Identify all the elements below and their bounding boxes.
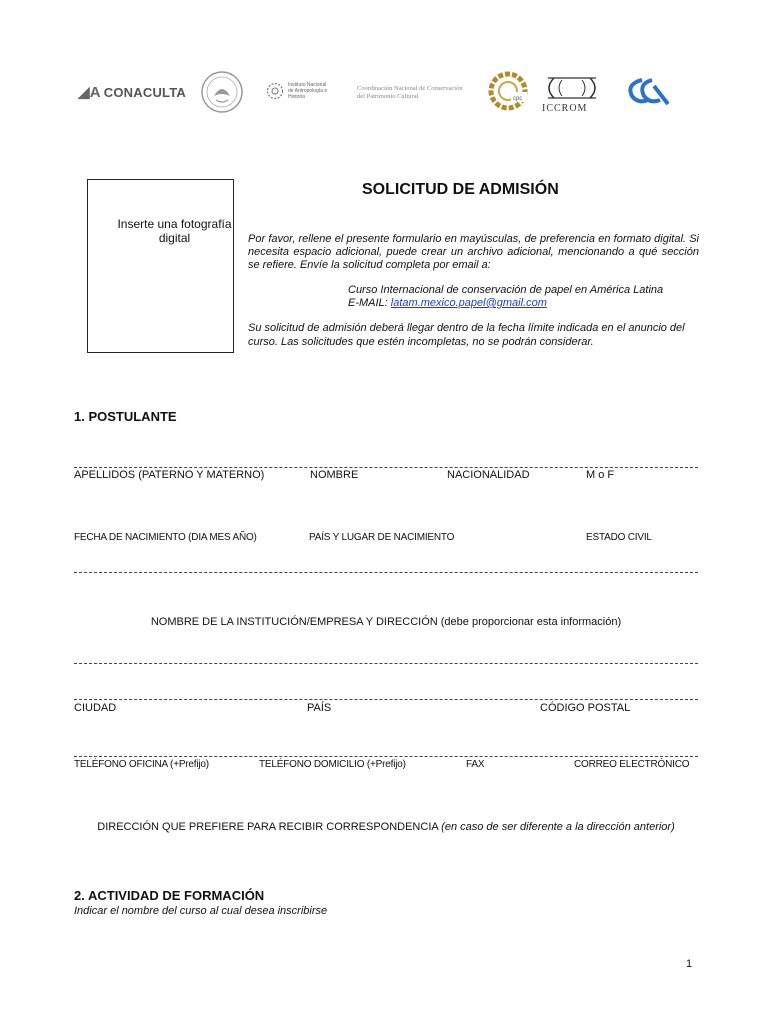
conaculta-text: CONACULTA (103, 84, 186, 100)
photo-label-line2: digital (158, 231, 191, 245)
conaculta-logo (78, 83, 186, 101)
telefono-oficina-label: TELÉFONO OFICINA (+Prefijo) (74, 759, 209, 770)
codigo-postal-label: CÓDIGO POSTAL (540, 702, 631, 714)
name-row-line[interactable] (74, 467, 698, 468)
fax-label: FAX (466, 759, 485, 770)
photo-label (87, 217, 262, 245)
section-1-title: 1. POSTULANTE (74, 409, 177, 424)
institucion-label: NOMBRE DE LA INSTITUCIÓN/EMPRESA Y DIRECCIÓN (debe proporcionar esta información) (150, 616, 622, 628)
estado-civil-label: ESTADO CIVIL (586, 532, 652, 543)
photo-label-line1: Inserte una fotografía (117, 217, 232, 231)
ccr-logo-icon (622, 74, 672, 110)
iccrom-text: ICCROM (542, 103, 588, 114)
section-2-title: 2. ACTIVIDAD DE FORMACIÓN (74, 888, 265, 903)
direccion-text: DIRECCIÓN QUE PREFIERE PARA RECIBIR CORRESPONDENCIA (97, 821, 439, 833)
svg-text:cpc: cpc (513, 96, 523, 102)
email-label: E-MAIL: (348, 297, 391, 309)
correo-label: CORREO ELECTRÓNICO (574, 759, 690, 770)
email-link[interactable]: latam.mexico.papel@gmail.com (390, 297, 547, 309)
intro-paragraph: Por favor, rellene el presente formulario en mayúsculas, de preferencia en formato digital. Si necesita espacio adicional, puede crear un archivo adicional, mencionando a qué sección se refiere. Envíe la solicitud completa por email a: (248, 233, 699, 271)
inah-icon (266, 82, 284, 100)
direccion-note: (en caso de ser diferente a la dirección anterior) (441, 821, 675, 833)
inah-logo (266, 82, 328, 100)
direccion-correspondencia-label (74, 821, 698, 833)
deadline-paragraph: Su solicitud de admisión deberá llegar dentro de la fecha límite indicada en el anuncio del curso. Las solicitudes que estén incompletas, no se podrán considerar. (248, 322, 685, 348)
cncpc-logo-text: Coordinación Nacional de Conservación del Patrimonio Cultural (357, 85, 463, 100)
pais-label: PAÍS (307, 702, 332, 714)
address-row-line[interactable] (74, 699, 698, 700)
conaculta-mark-icon: ◢A (78, 84, 101, 101)
ciudad-label: CIUDAD (74, 702, 117, 714)
contact-block (348, 284, 663, 310)
mexico-seal-icon (200, 70, 244, 114)
inah-text: Instituto Nacional de Antropología e Historia (288, 82, 328, 100)
telefono-domicilio-label: TELÉFONO DOMICILIO (+Prefijo) (259, 759, 406, 770)
email-line (348, 297, 663, 310)
birth-row-line[interactable] (74, 572, 698, 573)
form-title: SOLICITUD DE ADMISIÓN (362, 181, 559, 198)
fecha-nacimiento-label: FECHA DE NACIMIENTO (DIA MES AÑO) (74, 532, 257, 543)
nombre-label: NOMBRE (310, 469, 359, 481)
pais-lugar-label: PAÍS Y LUGAR DE NACIMIENTO (309, 532, 455, 543)
course-name: Curso Internacional de conservación de papel en América Latina (348, 284, 664, 296)
apellidos-label: APELLIDOS (PATERNO Y MATERNO) (74, 469, 265, 481)
phone-row-line[interactable] (74, 756, 698, 757)
nacionalidad-label: NACIONALIDAD (447, 469, 530, 481)
page-number: 1 (686, 958, 693, 970)
photo-placeholder-box[interactable] (87, 179, 234, 353)
sexo-label: M o F (586, 469, 615, 481)
cncpc-ring-logo-icon (487, 70, 529, 112)
institucion-line[interactable] (74, 663, 698, 664)
section-2-subtitle: Indicar el nombre del curso al cual desea inscribirse (74, 905, 328, 917)
